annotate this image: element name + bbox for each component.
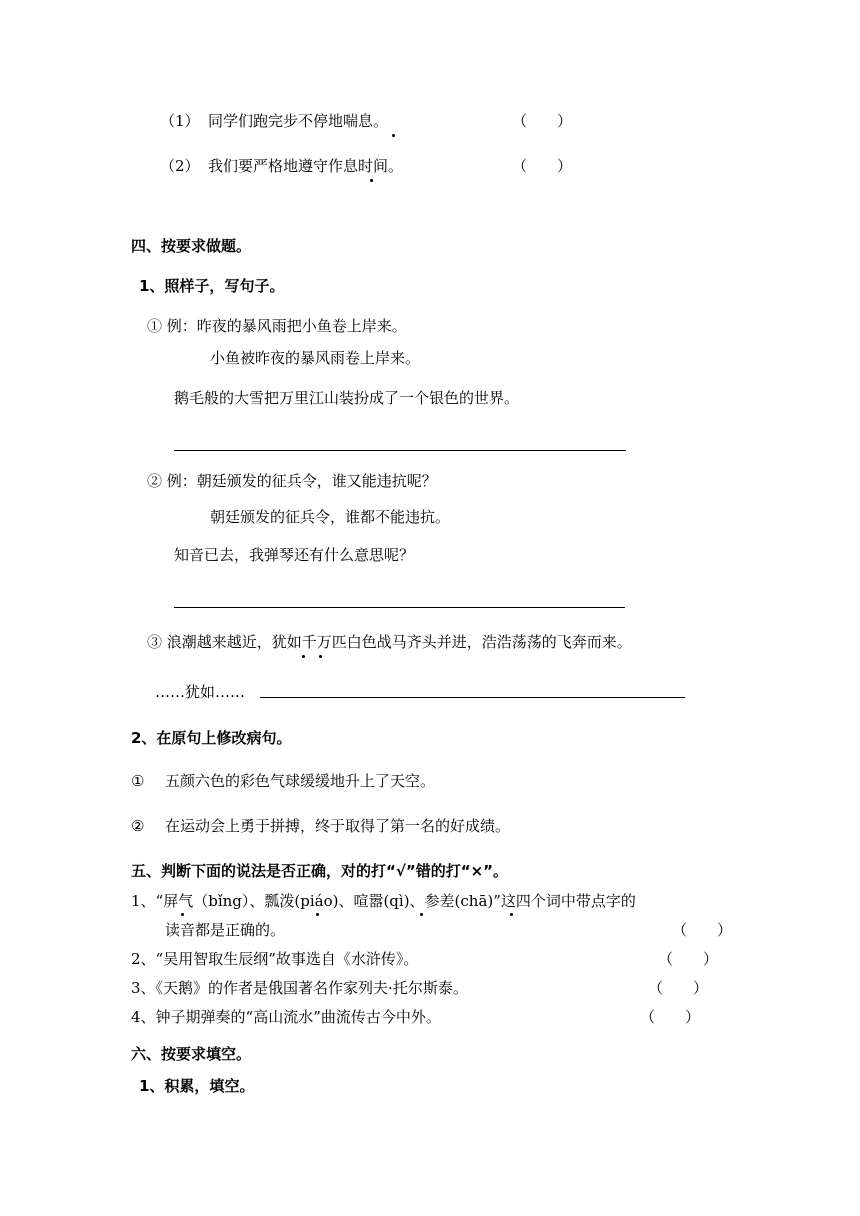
judgement-item: 1、“屏气（bǐng）、瓢泼(piáo)、喧嚣(qì)、参差(chā)”这四个词中带点字的 — [131, 892, 636, 910]
emphasis-dot — [181, 913, 184, 916]
example-answer: 朝廷颁发的征兵令，谁都不能违抗。 — [210, 508, 451, 526]
item-number: ② — [131, 817, 145, 835]
item-text: 我们要严格地遵守作息时间。 — [208, 157, 404, 175]
judgement-item: 3、《天鹅》的作者是俄国著名作家列夫·托尔斯泰。 — [131, 979, 468, 997]
answer-parentheses[interactable]: （ ） — [512, 157, 573, 175]
answer-parentheses[interactable]: （ ） — [512, 112, 573, 130]
item-number: （1） — [160, 112, 200, 130]
answer-parentheses[interactable]: （ ） — [648, 979, 709, 997]
judgement-item: 2、“吴用智取生辰纲”故事选自《水浒传》。 — [131, 950, 419, 968]
prompt-text: ……犹如…… — [155, 683, 246, 701]
answer-line[interactable] — [174, 607, 625, 608]
emphasis-dot — [316, 913, 319, 916]
question-heading: 1、积累，填空。 — [139, 1077, 255, 1095]
question-heading: 1、照样子，写句子。 — [139, 277, 285, 295]
question-heading: 2、在原句上修改病句。 — [131, 729, 292, 747]
item-text: 同学们跑完步不停地喘息。 — [208, 112, 389, 130]
answer-line[interactable] — [174, 450, 626, 451]
task-sentence: 鹅毛般的大雪把万里江山装扮成了一个银色的世界。 — [174, 389, 520, 407]
emphasis-dot — [302, 655, 305, 658]
item-number: （2） — [160, 157, 200, 175]
answer-parentheses[interactable]: （ ） — [640, 1008, 701, 1026]
item-text: 在运动会上勇于拼搏，终于取得了第一名的好成绩。 — [165, 817, 511, 835]
section-heading: 六、按要求填空。 — [131, 1045, 252, 1063]
example-answer: 小鱼被昨夜的暴风雨卷上岸来。 — [210, 349, 421, 367]
example-sentence: ① 例：昨夜的暴风雨把小鱼卷上岸来。 — [147, 317, 407, 335]
section-heading: 五、判断下面的说法是否正确，对的打“√”错的打“×”。 — [131, 862, 509, 880]
emphasis-dot — [510, 913, 513, 916]
emphasis-dot — [319, 655, 322, 658]
answer-line[interactable] — [260, 697, 685, 698]
emphasis-dot — [370, 179, 373, 182]
emphasis-dot — [392, 134, 395, 137]
section-heading: 四、按要求做题。 — [131, 237, 252, 255]
item-number: ① — [131, 772, 145, 790]
emphasis-dot — [420, 913, 423, 916]
task-sentence: 知音已去，我弹琴还有什么意思呢？ — [174, 546, 415, 564]
example-sentence: ② 例：朝廷颁发的征兵令，谁又能违抗呢？ — [147, 472, 437, 490]
judgement-item-cont: 读音都是正确的。 — [165, 921, 286, 939]
answer-parentheses[interactable]: （ ） — [658, 950, 719, 968]
answer-parentheses[interactable]: （ ） — [672, 921, 733, 939]
task-sentence: ③ 浪潮越来越近，犹如千万匹白色战马齐头并进，浩浩荡荡的飞奔而来。 — [147, 633, 632, 651]
item-text: 五颜六色的彩色气球缓缓地升上了天空。 — [165, 772, 436, 790]
judgement-item: 4、钟子期弹奏的“高山流水”曲流传古今中外。 — [131, 1008, 441, 1026]
